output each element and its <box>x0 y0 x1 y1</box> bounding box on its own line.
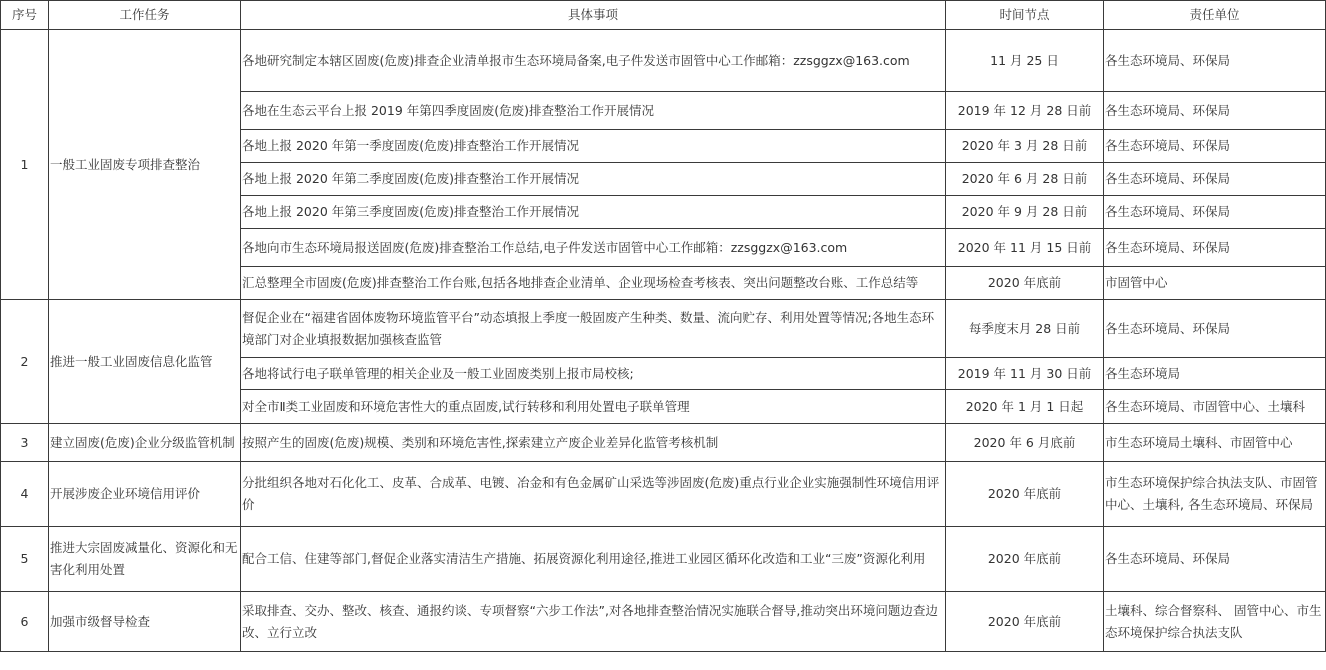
item-text: 各地上报 2020 年第一季度固废(危废)排查整治工作开展情况 <box>241 130 946 163</box>
item-text: 各地将试行电子联单管理的相关企业及一般工业固废类别上报市局校核; <box>241 358 946 390</box>
responsible-unit: 各生态环境局、环保局 <box>1104 196 1326 229</box>
responsible-unit: 土壤科、综合督察科、 固管中心、市生态环境保护综合执法支队 <box>1104 592 1326 652</box>
item-text: 分批组织各地对石化化工、皮革、合成革、电镀、冶金和有色金属矿山采选等涉固废(危废)重点行业企业实施强制性环境信用评价 <box>241 462 946 527</box>
task-name: 开展涉废企业环境信用评价 <box>49 462 241 527</box>
item-text: 按照产生的固废(危废)规模、类别和环境危害性,探索建立产废企业差异化监管考核机制 <box>241 424 946 462</box>
time-node: 2020 年 9 月 28 日前 <box>946 196 1104 229</box>
time-node: 2020 年底前 <box>946 527 1104 592</box>
task-name: 建立固废(危废)企业分级监管机制 <box>49 424 241 462</box>
table-row <box>1 300 1326 358</box>
time-node: 2020 年底前 <box>946 267 1104 300</box>
time-node: 2020 年 3 月 28 日前 <box>946 130 1104 163</box>
item-text: 各地上报 2020 年第二季度固废(危废)排查整治工作开展情况 <box>241 163 946 196</box>
header-item: 具体事项 <box>241 1 946 30</box>
header-serial-no: 序号 <box>1 1 49 30</box>
time-node: 2020 年 6 月底前 <box>946 424 1104 462</box>
table-row <box>1 30 1326 92</box>
table-row <box>1 462 1326 527</box>
responsible-unit: 各生态环境局、环保局 <box>1104 92 1326 130</box>
time-node: 11 月 25 日 <box>946 30 1104 92</box>
table-row <box>1 424 1326 462</box>
task-name: 推进一般工业固废信息化监管 <box>49 300 241 424</box>
item-text: 各地研究制定本辖区固废(危废)排查企业清单报市生态环境局备案,电子件发送市固管中心工作邮箱：zzsggzx@163.com <box>241 30 946 92</box>
table-row <box>1 592 1326 652</box>
item-text: 对全市Ⅱ类工业固废和环境危害性大的重点固废,试行转移和利用处置电子联单管理 <box>241 390 946 424</box>
responsible-unit: 各生态环境局 <box>1104 358 1326 390</box>
item-text: 各地在生态云平台上报 2019 年第四季度固废(危废)排查整治工作开展情况 <box>241 92 946 130</box>
serial-no: 1 <box>1 30 49 300</box>
serial-no: 4 <box>1 462 49 527</box>
time-node: 2020 年 1 月 1 日起 <box>946 390 1104 424</box>
item-text: 汇总整理全市固废(危废)排查整治工作台账,包括各地排查企业清单、企业现场检查考核表、突出问题整改台账、工作总结等 <box>241 267 946 300</box>
task-name: 推进大宗固废减量化、资源化和无害化利用处置 <box>49 527 241 592</box>
serial-no: 6 <box>1 592 49 652</box>
time-node: 2020 年底前 <box>946 592 1104 652</box>
responsible-unit: 市生态环境局土壤科、市固管中心 <box>1104 424 1326 462</box>
task-name: 加强市级督导检查 <box>49 592 241 652</box>
serial-no: 3 <box>1 424 49 462</box>
responsible-unit: 各生态环境局、环保局 <box>1104 229 1326 267</box>
header-task: 工作任务 <box>49 1 241 30</box>
item-text: 采取排查、交办、整改、核查、通报约谈、专项督察“六步工作法”,对各地排查整治情况实施联合督导,推动突出环境问题边查边改、立行立改 <box>241 592 946 652</box>
time-node: 2019 年 12 月 28 日前 <box>946 92 1104 130</box>
responsible-unit: 各生态环境局、市固管中心、土壤科 <box>1104 390 1326 424</box>
header-time: 时间节点 <box>946 1 1104 30</box>
time-node: 2020 年底前 <box>946 462 1104 527</box>
serial-no: 5 <box>1 527 49 592</box>
time-node: 2020 年 11 月 15 日前 <box>946 229 1104 267</box>
responsible-unit: 各生态环境局、环保局 <box>1104 130 1326 163</box>
responsible-unit: 各生态环境局、环保局 <box>1104 300 1326 358</box>
time-node: 2020 年 6 月 28 日前 <box>946 163 1104 196</box>
time-node: 每季度末月 28 日前 <box>946 300 1104 358</box>
responsible-unit: 各生态环境局、环保局 <box>1104 163 1326 196</box>
item-text: 各地向市生态环境局报送固废(危废)排查整治工作总结,电子件发送市固管中心工作邮箱：zzsggzx@163.com <box>241 229 946 267</box>
table-row <box>1 527 1326 592</box>
item-text: 各地上报 2020 年第三季度固废(危废)排查整治工作开展情况 <box>241 196 946 229</box>
item-text: 配合工信、住建等部门,督促企业落实清洁生产措施、拓展资源化利用途径,推进工业园区循环化改造和工业“三废”资源化利用 <box>241 527 946 592</box>
responsible-unit: 各生态环境局、环保局 <box>1104 527 1326 592</box>
header-row <box>1 1 1326 30</box>
header-unit: 责任单位 <box>1104 1 1326 30</box>
item-text: 督促企业在“福建省固体废物环境监管平台”动态填报上季度一般固废产生种类、数量、流向贮存、利用处置等情况;各地生态环境部门对企业填报数据加强核查监管 <box>241 300 946 358</box>
time-node: 2019 年 11 月 30 日前 <box>946 358 1104 390</box>
task-name: 一般工业固废专项排查整治 <box>49 30 241 300</box>
responsible-unit: 市固管中心 <box>1104 267 1326 300</box>
serial-no: 2 <box>1 300 49 424</box>
responsible-unit: 市生态环境保护综合执法支队、市固管中心、土壤科, 各生态环境局、环保局 <box>1104 462 1326 527</box>
responsible-unit: 各生态环境局、环保局 <box>1104 30 1326 92</box>
